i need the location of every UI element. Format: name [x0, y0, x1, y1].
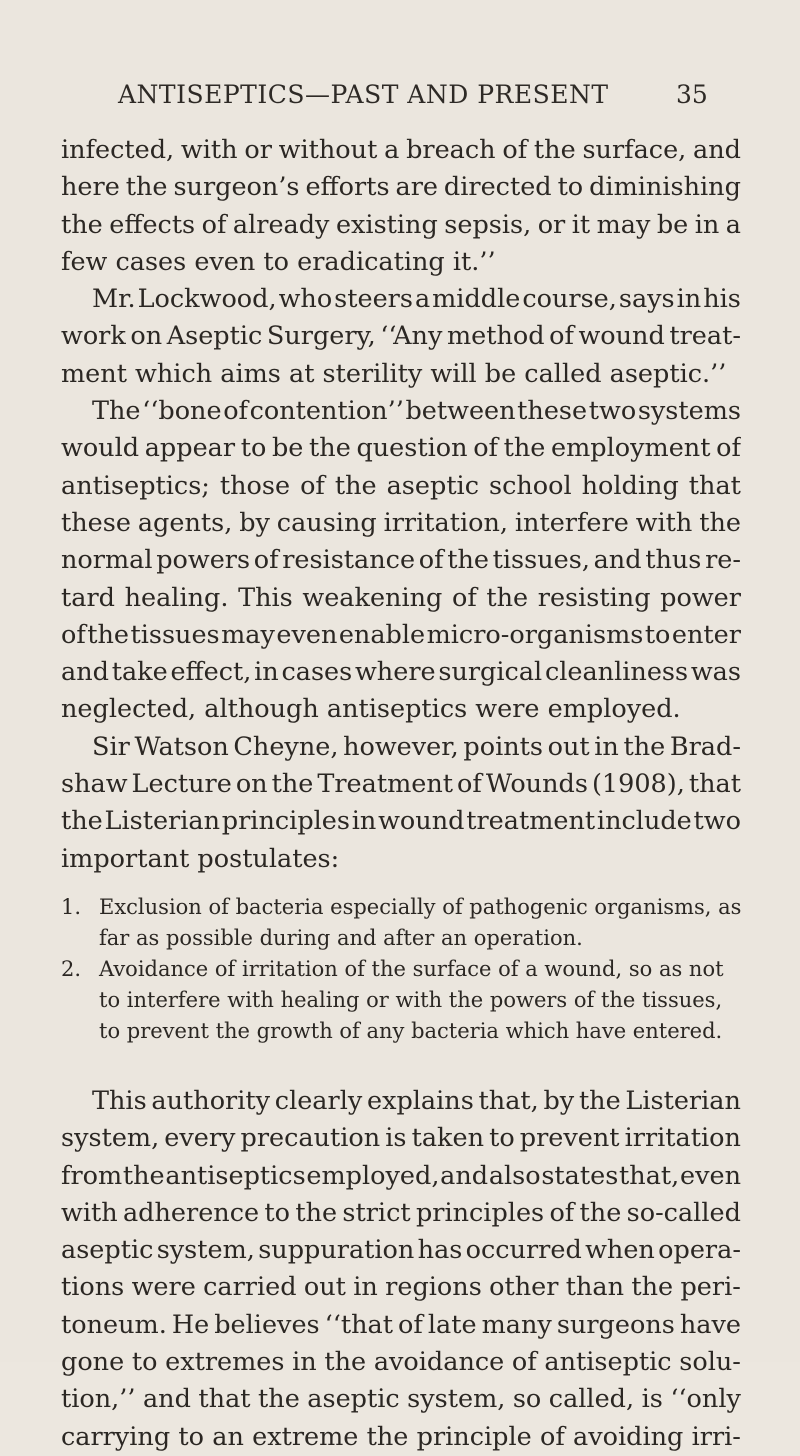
text-line: work on Aseptic Surgery, ‘‘Any method of wound treat- — [61, 321, 741, 352]
text-line: important postulates: — [61, 843, 340, 874]
paragraph-authority — [61, 1083, 741, 1456]
page-number: 35 — [676, 80, 708, 109]
text-line: infected, with or without a breach of the surface, and — [61, 135, 741, 165]
text-line: shaw Lecture on the Treatment of Wounds (1908), that — [61, 769, 741, 800]
text-line: The ‘‘bone of contention’’ between these two systems — [92, 396, 741, 427]
text-line: aseptic system, suppuration has occurred when opera- — [61, 1235, 741, 1266]
text-line: tions were carried out in regions other than the peri- — [61, 1272, 741, 1303]
text-line: antiseptics; those of the aseptic school holding that — [61, 470, 741, 501]
list-item — [61, 892, 741, 954]
text-line: Avoidance of irritation of the surface of a wound, so as not — [99, 956, 724, 981]
text-line: normal powers of resistance of the tissues, and thus re- — [61, 545, 741, 576]
list-number: 2. — [61, 956, 82, 981]
text-line: from the antiseptics employed, and also states that, even — [61, 1160, 741, 1191]
text-line: would appear to be the question of the employment of — [61, 433, 741, 464]
paragraph-lockwood — [61, 281, 741, 393]
text-line: Sir Watson Cheyne, however, points out in the Brad- — [92, 731, 741, 762]
running-header — [0, 80, 800, 114]
text-line: of the tissues may even enable micro-organisms to enter — [61, 619, 741, 650]
text-line: these agents, by causing irritation, interfere with the — [61, 507, 741, 538]
text-line: few cases even to eradicating it.’’ — [61, 246, 496, 277]
text-line: system, every precaution is taken to prevent irritation — [61, 1123, 741, 1154]
text-line: the Listerian principles in wound treatment include two — [61, 806, 741, 837]
text-line: ment which aims at sterility will be called aseptic.’’ — [61, 358, 727, 389]
page-body — [61, 132, 741, 1456]
text-line: and take effect, in cases where surgical cleanliness was — [61, 657, 741, 688]
text-line: the effects of already existing sepsis, or it may be in a — [61, 209, 741, 240]
list-item — [61, 954, 741, 1047]
text-line: to prevent the growth of any bacteria which have entered. — [99, 1018, 723, 1043]
running-head-title: ANTISEPTICS—PAST AND PRESENT — [118, 80, 609, 109]
text-line: to interfere with healing or with the powers of the tissues, — [99, 987, 723, 1012]
text-line: tion,’’ and that the aseptic system, so called, is ‘‘only — [61, 1384, 741, 1415]
text-line: gone to extremes in the avoidance of antiseptic solu- — [61, 1347, 741, 1378]
text-line: This authority clearly explains that, by the Listerian — [92, 1085, 741, 1116]
text-line: carrying to an extreme the principle of avoiding irri- — [61, 1421, 741, 1452]
text-line: here the surgeon’s efforts are directed to diminishing — [61, 172, 741, 203]
text-line: neglected, although antiseptics were employed. — [61, 694, 681, 725]
text-line: with adherence to the strict principles of the so-called — [61, 1197, 741, 1228]
text-line: Mr. Lockwood, who steers a middle course, says in his — [92, 284, 741, 315]
paragraph-continuation — [61, 132, 741, 281]
paragraph-cheyne — [61, 729, 741, 878]
postulates-list — [61, 892, 741, 1047]
text-line: toneum. He believes ‘‘that of late many surgeons have — [61, 1309, 741, 1340]
spacer — [61, 878, 741, 892]
paragraph-bone-of-contention — [61, 393, 741, 729]
text-line: Exclusion of bacteria especially of pathogenic organisms, as — [99, 894, 742, 919]
text-line: tard healing. This weakening of the resisting power — [61, 582, 741, 613]
list-number: 1. — [61, 894, 82, 919]
spacer — [61, 1047, 741, 1083]
text-line: far as possible during and after an operation. — [99, 925, 583, 950]
